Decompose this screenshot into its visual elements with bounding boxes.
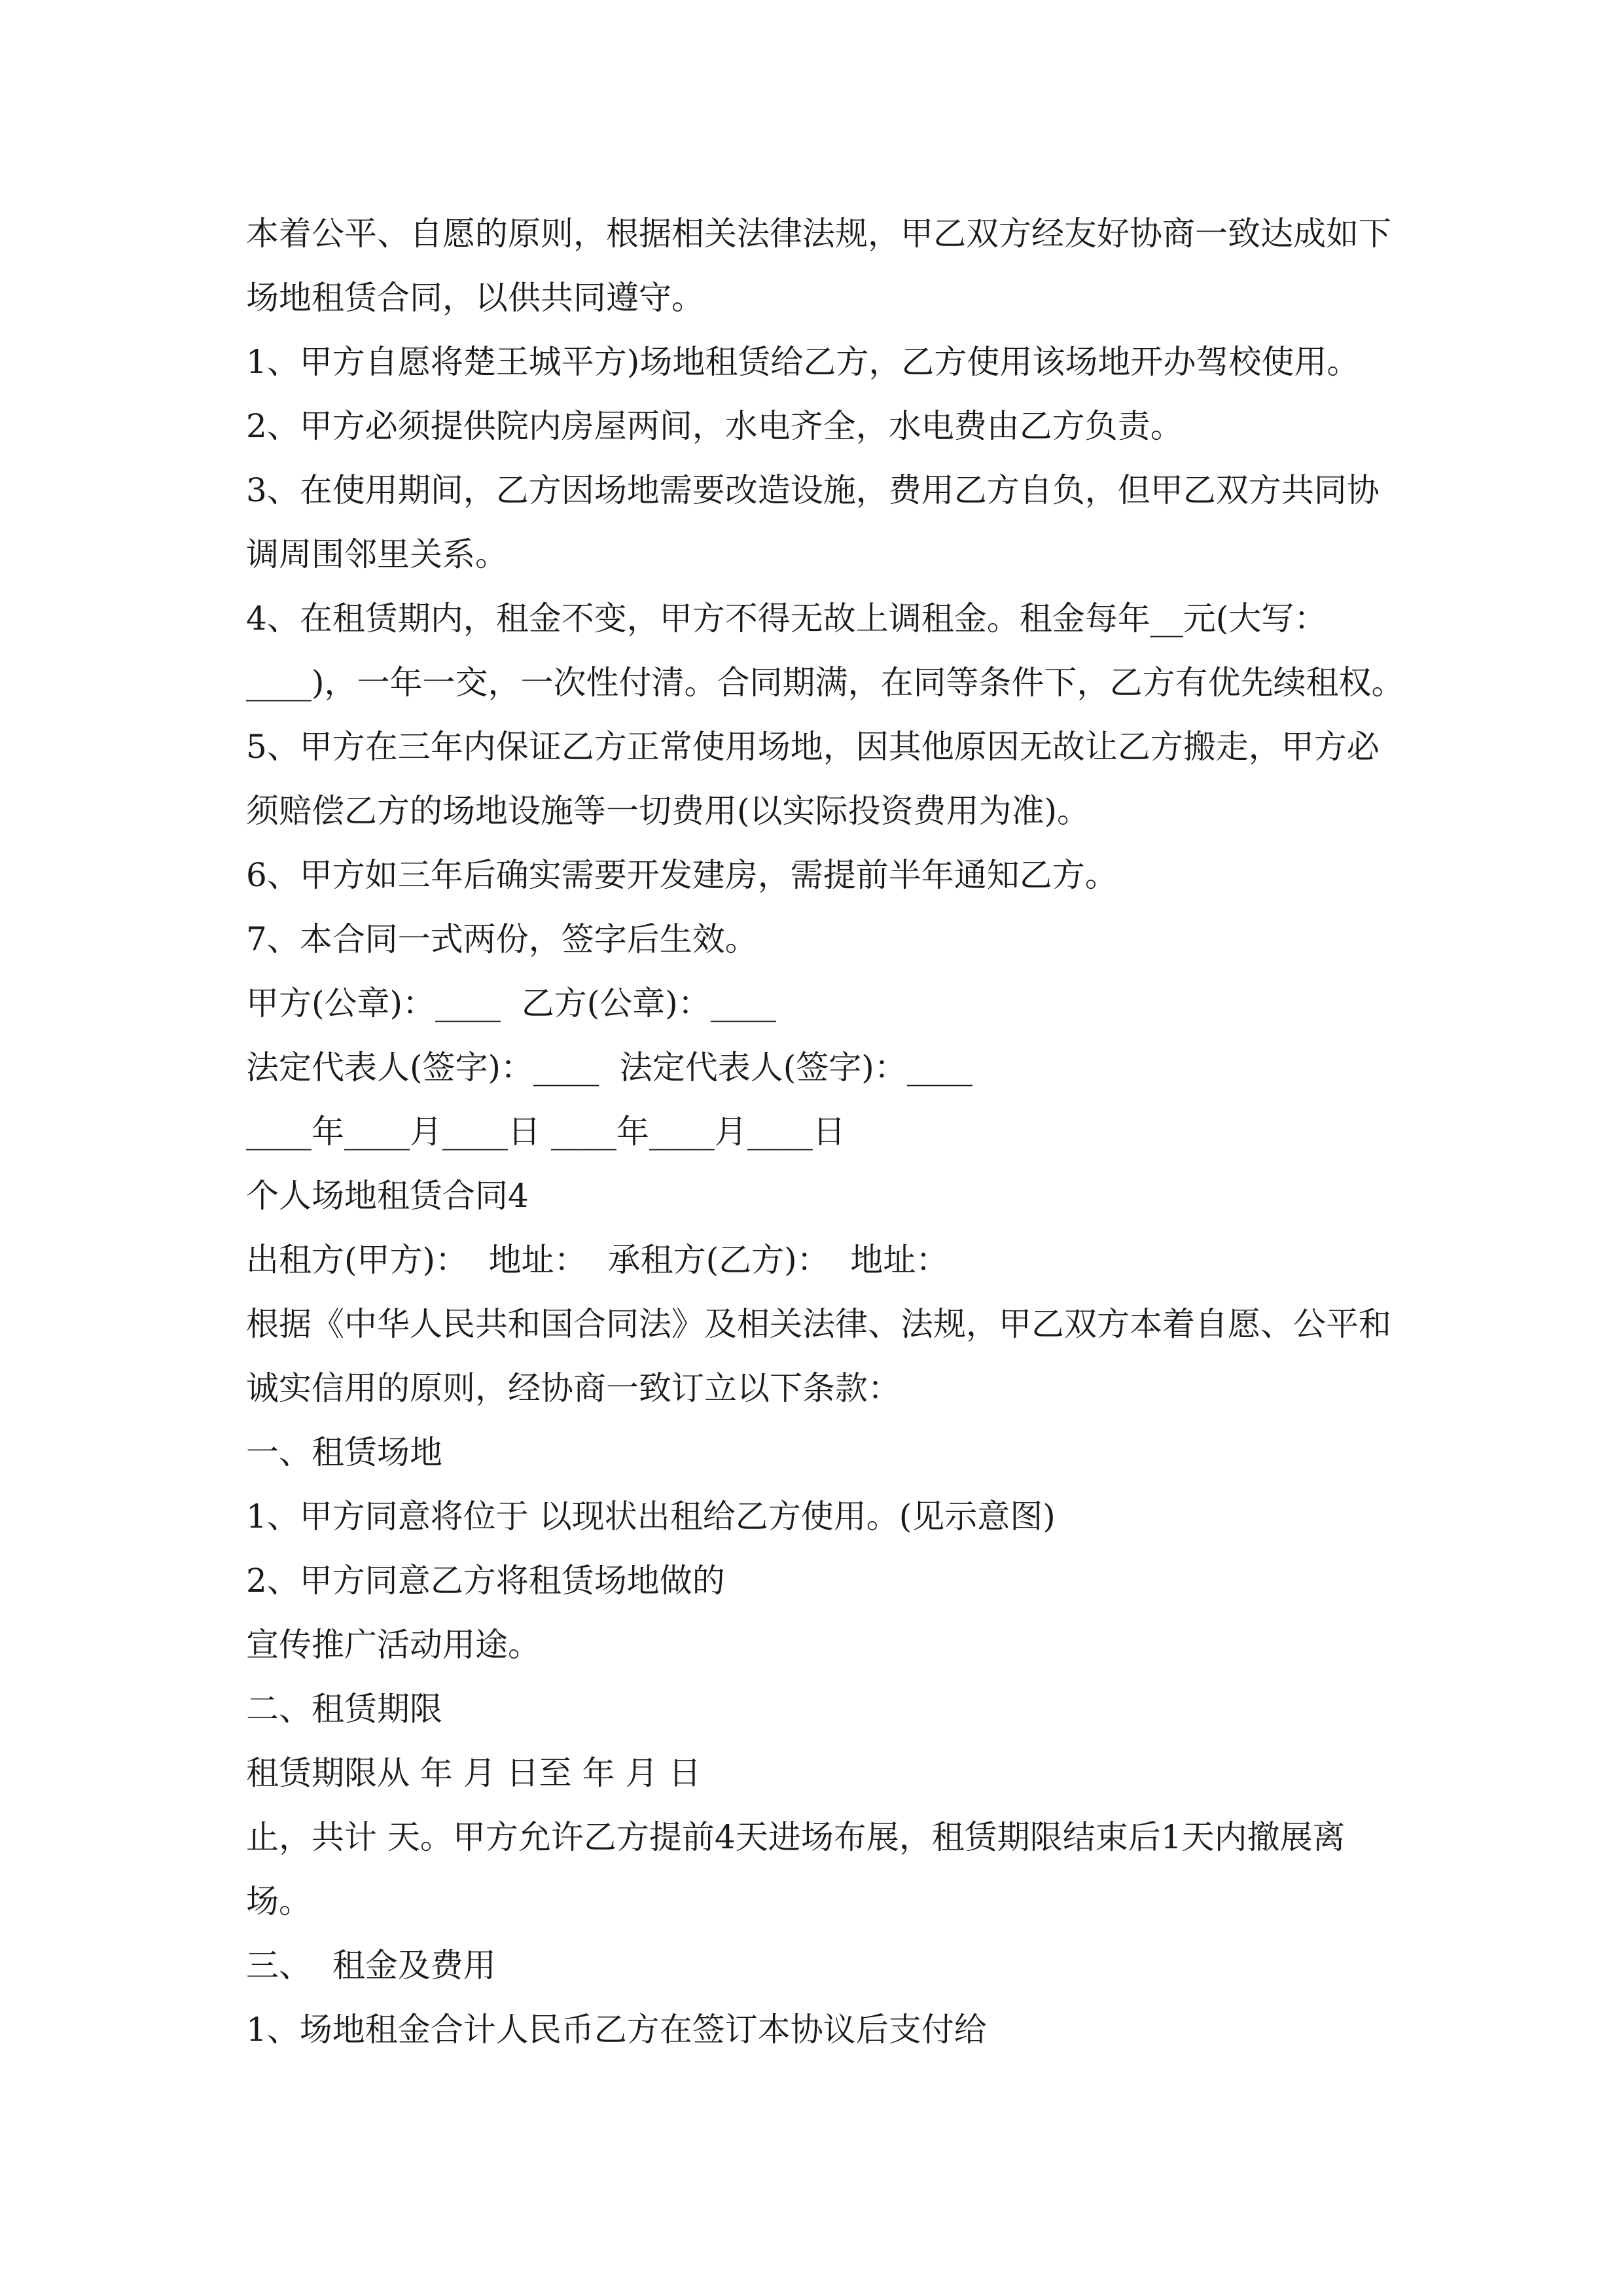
text-line: 5、甲方在三年内保证乙方正常使用场地，因其他原因无故让乙方搬走，甲方必 — [246, 728, 1380, 766]
text-line: 租赁期限从 年 月 日至 年 月 日 — [246, 1754, 702, 1792]
text-line: 3、在使用期间，乙方因场地需要改造设施，费用乙方自负，但甲乙双方共同协 — [246, 471, 1380, 509]
signature-line: 法定代表人(签字)：____ 法定代表人(签字)：____ — [246, 1049, 972, 1086]
document-body — [246, 202, 1404, 2062]
text-line: 场地租赁合同，以供共同遵守。 — [246, 279, 704, 317]
text-line: 1、甲方自愿将楚王城平方)场地租赁给乙方，乙方使用该场地开办驾校使用。 — [246, 343, 1360, 381]
signature-line: 甲方(公章)：____ 乙方(公章)：____ — [246, 984, 776, 1022]
text-line: ____)，一年一交，一次性付清。合同期满，在同等条件下，乙方有优先续租权。 — [246, 664, 1404, 702]
date-line: ____年____月____日 ____年____月____日 — [246, 1113, 846, 1151]
text-line: 出租方(甲方)： 地址： 承租方(乙方)： 地址： — [246, 1241, 949, 1279]
text-line: 宣传推广活动用途。 — [246, 1626, 541, 1664]
text-line: 4、在租赁期内，租金不变，甲方不得无故上调租金。租金每年__元(大写： — [246, 600, 1327, 637]
text-line: 6、甲方如三年后确实需要开发建房，需提前半年通知乙方。 — [246, 856, 1118, 894]
text-line: 2、甲方必须提供院内房屋两间，水电齐全，水电费由乙方负责。 — [246, 407, 1183, 445]
text-line: 场。 — [246, 1882, 312, 1920]
section-heading: 一、租赁场地 — [246, 1433, 442, 1471]
text-line: 根据《中华人民共和国合同法》及相关法律、法规，甲乙双方本着自愿、公平和 — [246, 1305, 1391, 1343]
section-heading: 三、 租金及费用 — [246, 1946, 496, 1984]
section-title: 个人场地租赁合同4 — [246, 1177, 529, 1215]
text-line: 本着公平、自愿的原则，根据相关法律法规，甲乙双方经友好协商一致达成如下 — [246, 215, 1391, 253]
text-line: 2、甲方同意乙方将租赁场地做的 — [246, 1562, 725, 1600]
text-line: 1、场地租金合计人民币乙方在签订本协议后支付给 — [246, 2011, 987, 2049]
text-line: 须赔偿乙方的场地设施等一切费用(以实际投资费用为准)。 — [246, 792, 1090, 830]
text-line: 7、本合同一式两份，签字后生效。 — [246, 920, 758, 958]
section-heading: 二、租赁期限 — [246, 1690, 442, 1728]
text-line: 止，共计 天。甲方允许乙方提前4天进场布展，租赁期限结束后1天内撤展离 — [246, 1818, 1346, 1856]
text-line: 调周围邻里关系。 — [246, 535, 508, 573]
text-line: 1、甲方同意将位于 以现状出租给乙方使用。(见示意图) — [246, 1498, 1056, 1535]
text-line: 诚实信用的原则，经协商一致订立以下条款： — [246, 1369, 901, 1407]
